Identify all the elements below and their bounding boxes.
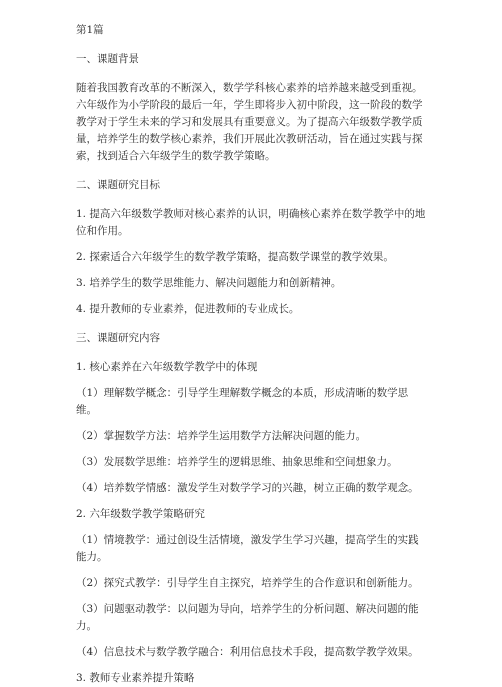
section-heading-goals: 二、课题研究目标 [76,179,160,191]
goal-item: 3. 培养学生的数学思维能力、解决问题能力和创新精神。 [76,277,342,289]
subsection-heading: 2. 六年级数学教学策略研究 [76,508,205,520]
list-item: （1）情境教学：通过创设生活情境，激发学生学习兴趣，提高学生的实践能力。 [76,534,419,563]
section-body-background: 随着我国教育改革的不断深入，数学学科核心素养的培养越来越受到重视。六年级作为小学阶段的最后一年，学生即将步入初中阶段，这一阶段的数学教学对于学生未来的学习和发展具有重要意义。为了提高六年级数学教学质量，培养学生的数学核心素养，我们开展此次教研活动，旨在通过实践与探索，找到适合六年级学生的数学教学策略。 [76,82,423,162]
section-heading-background: 一、课题背景 [76,53,139,65]
document-page [76,22,428,687]
list-item: （1）理解数学概念：引导学生理解数学概念的本质，形成清晰的数学思维。 [76,387,409,416]
goal-item: 1. 提高六年级数学教师对核心素养的认识，明确核心素养在数学教学中的地位和作用。 [76,208,426,237]
part-title: 第1篇 [76,24,104,36]
list-item: （4）信息技术与数学教学融合：利用信息技术手段，提高数学教学效果。 [76,646,419,658]
list-item: （2）探究式教学：引导学生自主探究，培养学生的合作意识和创新能力。 [76,577,419,589]
list-item: （3）发展数学思维：培养学生的逻辑思维、抽象思维和空间想象力。 [76,456,398,468]
section-heading-content: 三、课题研究内容 [76,332,160,344]
goal-item: 4. 提升教师的专业素养，促进教师的专业成长。 [76,303,300,315]
list-item: （2）掌握数学方法：培养学生运用数学方法解决问题的能力。 [76,430,367,442]
subsection-heading: 3. 教师专业素养提升策略 [76,672,195,684]
subsection-heading: 1. 核心素养在六年级数学教学中的体现 [76,361,258,373]
list-item: （3）问题驱动教学：以问题为导向，培养学生的分析问题、解决问题的能力。 [76,603,419,632]
goal-item: 2. 探索适合六年级学生的数学教学策略，提高数学课堂的教学效果。 [76,251,394,263]
list-item: （4）培养数学情感：激发学生对数学学习的兴趣，树立正确的数学观念。 [76,482,419,494]
